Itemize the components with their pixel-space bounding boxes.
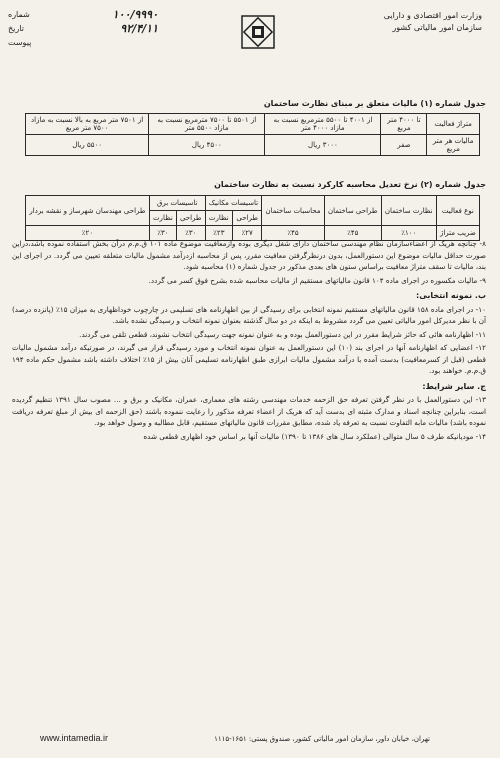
attachment-label: پیوست	[8, 38, 32, 47]
table1-value-row	[26, 135, 480, 156]
org-line-2: سازمان امور مالیاتی کشور	[392, 23, 482, 32]
footer-address: تهران، خیابان داور، سازمان امور مالیاتی کشور، صندوق پستی: ۱۶۵۱-۱۱۱۵	[214, 735, 430, 743]
table2-header-row	[26, 196, 480, 211]
table2-col-calc: محاسبات ساختمان	[262, 196, 325, 226]
table1-title: جدول شماره (۱) مالیات متعلق بر مبنای نظارت ساختمان	[263, 99, 486, 108]
attachment-row	[8, 36, 158, 50]
table2-row-label: ضریب متراژ	[436, 226, 479, 241]
paragraph-13: ۱۳- این دستورالعمل با در نظر گرفتن تعرفه حق الزحمه خدمات مهندسی رشته های معماری، عمران، مکانیک و برق و ... مصوب سال ۱۳۹۱ تنظیم گردیده است، بنابراین چنانچه اسناد و مدارک مثبته ای بدست آید که هریک از اعضاء تعرفه مذکور را رعایت ننموده باشند (حق الزحمه ای بیش از مبلغ تعرفه دریافت نموده باشد) مالیات مابه التفاوت نسبت به تعرفه یاد شده، مطابق مقررات قانون مالیاتهای مستقیم، قابل مطالبه و وصول خواهد بود.	[12, 395, 487, 427]
table2-sub-supervision: نظارت	[149, 211, 176, 226]
date-value: ۹۲/۴/۱۱	[120, 22, 158, 35]
date-label: تاریخ	[8, 24, 24, 33]
table2-cell: ٪۲۷	[233, 226, 262, 241]
paragraph-10: ۱۰- در اجرای ماده ۱۵۸ قانون مالیاتهای مستقیم نمونه انتخابی برای رسیدگی از بین اظهارنامه های تسلیمی در چارچوب خوداظهاری به میزان ۱۵٪ (پانزده درصد) آن با نظر مدیرکل امور مالیاتی تعیین می گردد مشروط به اینکه در دو سال گذشته بعنوان نمونه انتخاب و رسیدگی نشده باشد.	[12, 304, 486, 325]
letterhead-org	[332, 10, 482, 34]
table2-col-urban: طراحی مهندسان شهرساز و نقشه بردار	[26, 196, 150, 226]
table1-col-tier2: از ۴۰۰۱ تا ۵۵۰۰ مترمربع نسبت به مازاد ۴۰۰۰ متر	[265, 114, 381, 135]
table2-col-arch-design: طراحی ساختمان	[324, 196, 381, 226]
emblem-icon	[238, 12, 278, 52]
table2-cell: ٪۴۵	[324, 226, 381, 241]
table1-cell: صفر	[381, 135, 427, 156]
paragraph-8: ۸- چنانچه هریک از اعضاءسازمان نظام مهندسی ساختمان دارای شغل دیگری بوده وازمعافیت موضوع ماده ۱۰۱ ق.م.م درآن بخش استفاده نموده باشد،دراین صورت حداقل مالیات موضوع این دستورالعمل، بدون درنظرگرفتن معافیت مقرر، پس از محاسبه ازدرآمد مشمول مالیات متعلقه تعیین می گردد. در اجرای این بند، مالیات تا سقف متراژ معافیت براساس ستون های بعدی مذکور در جدول شماره (۱) محاسبه شود.	[12, 239, 486, 271]
document-body	[12, 238, 486, 444]
paragraph-14: ۱۴- مودیانیکه طرف ۵ سال متوالی (عملکرد سال های ۱۳۸۶ تا ۱۳۹۰) مالیات آنها بر اساس خود اظهاری قطعی شده	[143, 431, 486, 441]
table2-cell: ٪۲۰	[26, 226, 150, 241]
table2-col-mech: تاسیسات مکانیک	[205, 196, 262, 211]
table2-cell: ٪۳۰	[149, 226, 176, 241]
section-c-heading: ج. سایر شرایط:	[422, 381, 486, 391]
table2-sub-design: طراحی	[176, 211, 205, 226]
table1-col-tier1: تا ۴۰۰۰ متر مربع	[381, 114, 427, 135]
table2-col-supervision: نظارت ساختمان	[381, 196, 436, 226]
date-row	[8, 22, 158, 36]
table2-sub-design: طراحی	[233, 211, 262, 226]
table2-title: جدول شماره (۲) نرخ تعدیل محاسبه کارکرد نسبت به نظارت ساختمان	[214, 180, 486, 189]
table1-cell: ۳۰۰۰ ریال	[265, 135, 381, 156]
section-b-heading: ب. نمونه انتخابی:	[416, 291, 486, 300]
table1-cell: ۵۵۰۰ ریال	[26, 135, 149, 156]
letter-footer	[0, 730, 500, 752]
number-label: شماره	[8, 10, 30, 19]
table1-cell: ۴۵۰۰ ریال	[149, 135, 265, 156]
number-row	[8, 8, 158, 22]
paragraph-11: ۱۱- اظهارنامه هائی که حائز شرایط مقرر در این دستورالعمل بوده و به عنوان نمونه جهت رسیدگی انتخاب نشوند، قطعی تلقی می گردند.	[79, 329, 486, 339]
table2-cell: ٪۱۰۰	[381, 226, 436, 241]
table2-cell: ٪۲۳	[205, 226, 232, 241]
org-line-1: وزارت امور اقتصادی و دارایی	[383, 11, 482, 20]
coefficient-table	[25, 195, 480, 241]
tax-table	[25, 113, 480, 156]
paragraph-9: ۹- مالیات مکسوره در اجرای ماده ۱۰۴ قانون مالیاتهای مستقیم از مالیات محاسبه شده بشرح فوق کسر می گردد.	[148, 275, 486, 285]
table2-cell: ٪۴۵	[262, 226, 325, 241]
table1-col-area: متراژ فعالیت	[427, 114, 480, 135]
table2-sub-supervision: نظارت	[205, 211, 232, 226]
table1-row-label: مالیات هر متر مربع	[427, 135, 480, 156]
table1-col-tier3: از ۵۵۰۱ تا ۷۵۰۰ مترمربع نسبت به مازاد ۵۵۰۰ متر	[149, 114, 265, 135]
table2-col-activity: نوع فعالیت	[436, 196, 479, 226]
paragraph-12: ۱۲- اعضایی که اظهارنامه آنها در اجرای بند (۱۰) این دستورالعمل به عنوان نمونه انتخاب و مورد رسیدگی قرار می گیرند، در صورتیکه درآمد مشمول مالیات قطعی (قبل از کسرمعافیت) بدست آمده با درآمد مشمول مالیات ابرازی طبق اظهارنامه تسلیمی آنان بیش از ۱۵٪ اختلاف داشته باشد مشمول حکم ماده ۱۹۴ ق.م.م. خواهند بود.	[12, 343, 486, 375]
table2-cell: ٪۳۰	[176, 226, 205, 241]
table1-header-row	[26, 114, 480, 135]
footer-website: www.intamedia.ir	[40, 733, 109, 743]
table2-col-elec: تاسیسات برق	[149, 196, 205, 211]
table1-col-tier4: از ۷۵۰۱ متر مربع به بالا نسبت به مازاد ۷۵۰۰ متر مربع	[26, 114, 149, 135]
letter-meta	[8, 8, 158, 50]
number-value: ۱۰۰/۹۹۹۰	[112, 8, 158, 21]
